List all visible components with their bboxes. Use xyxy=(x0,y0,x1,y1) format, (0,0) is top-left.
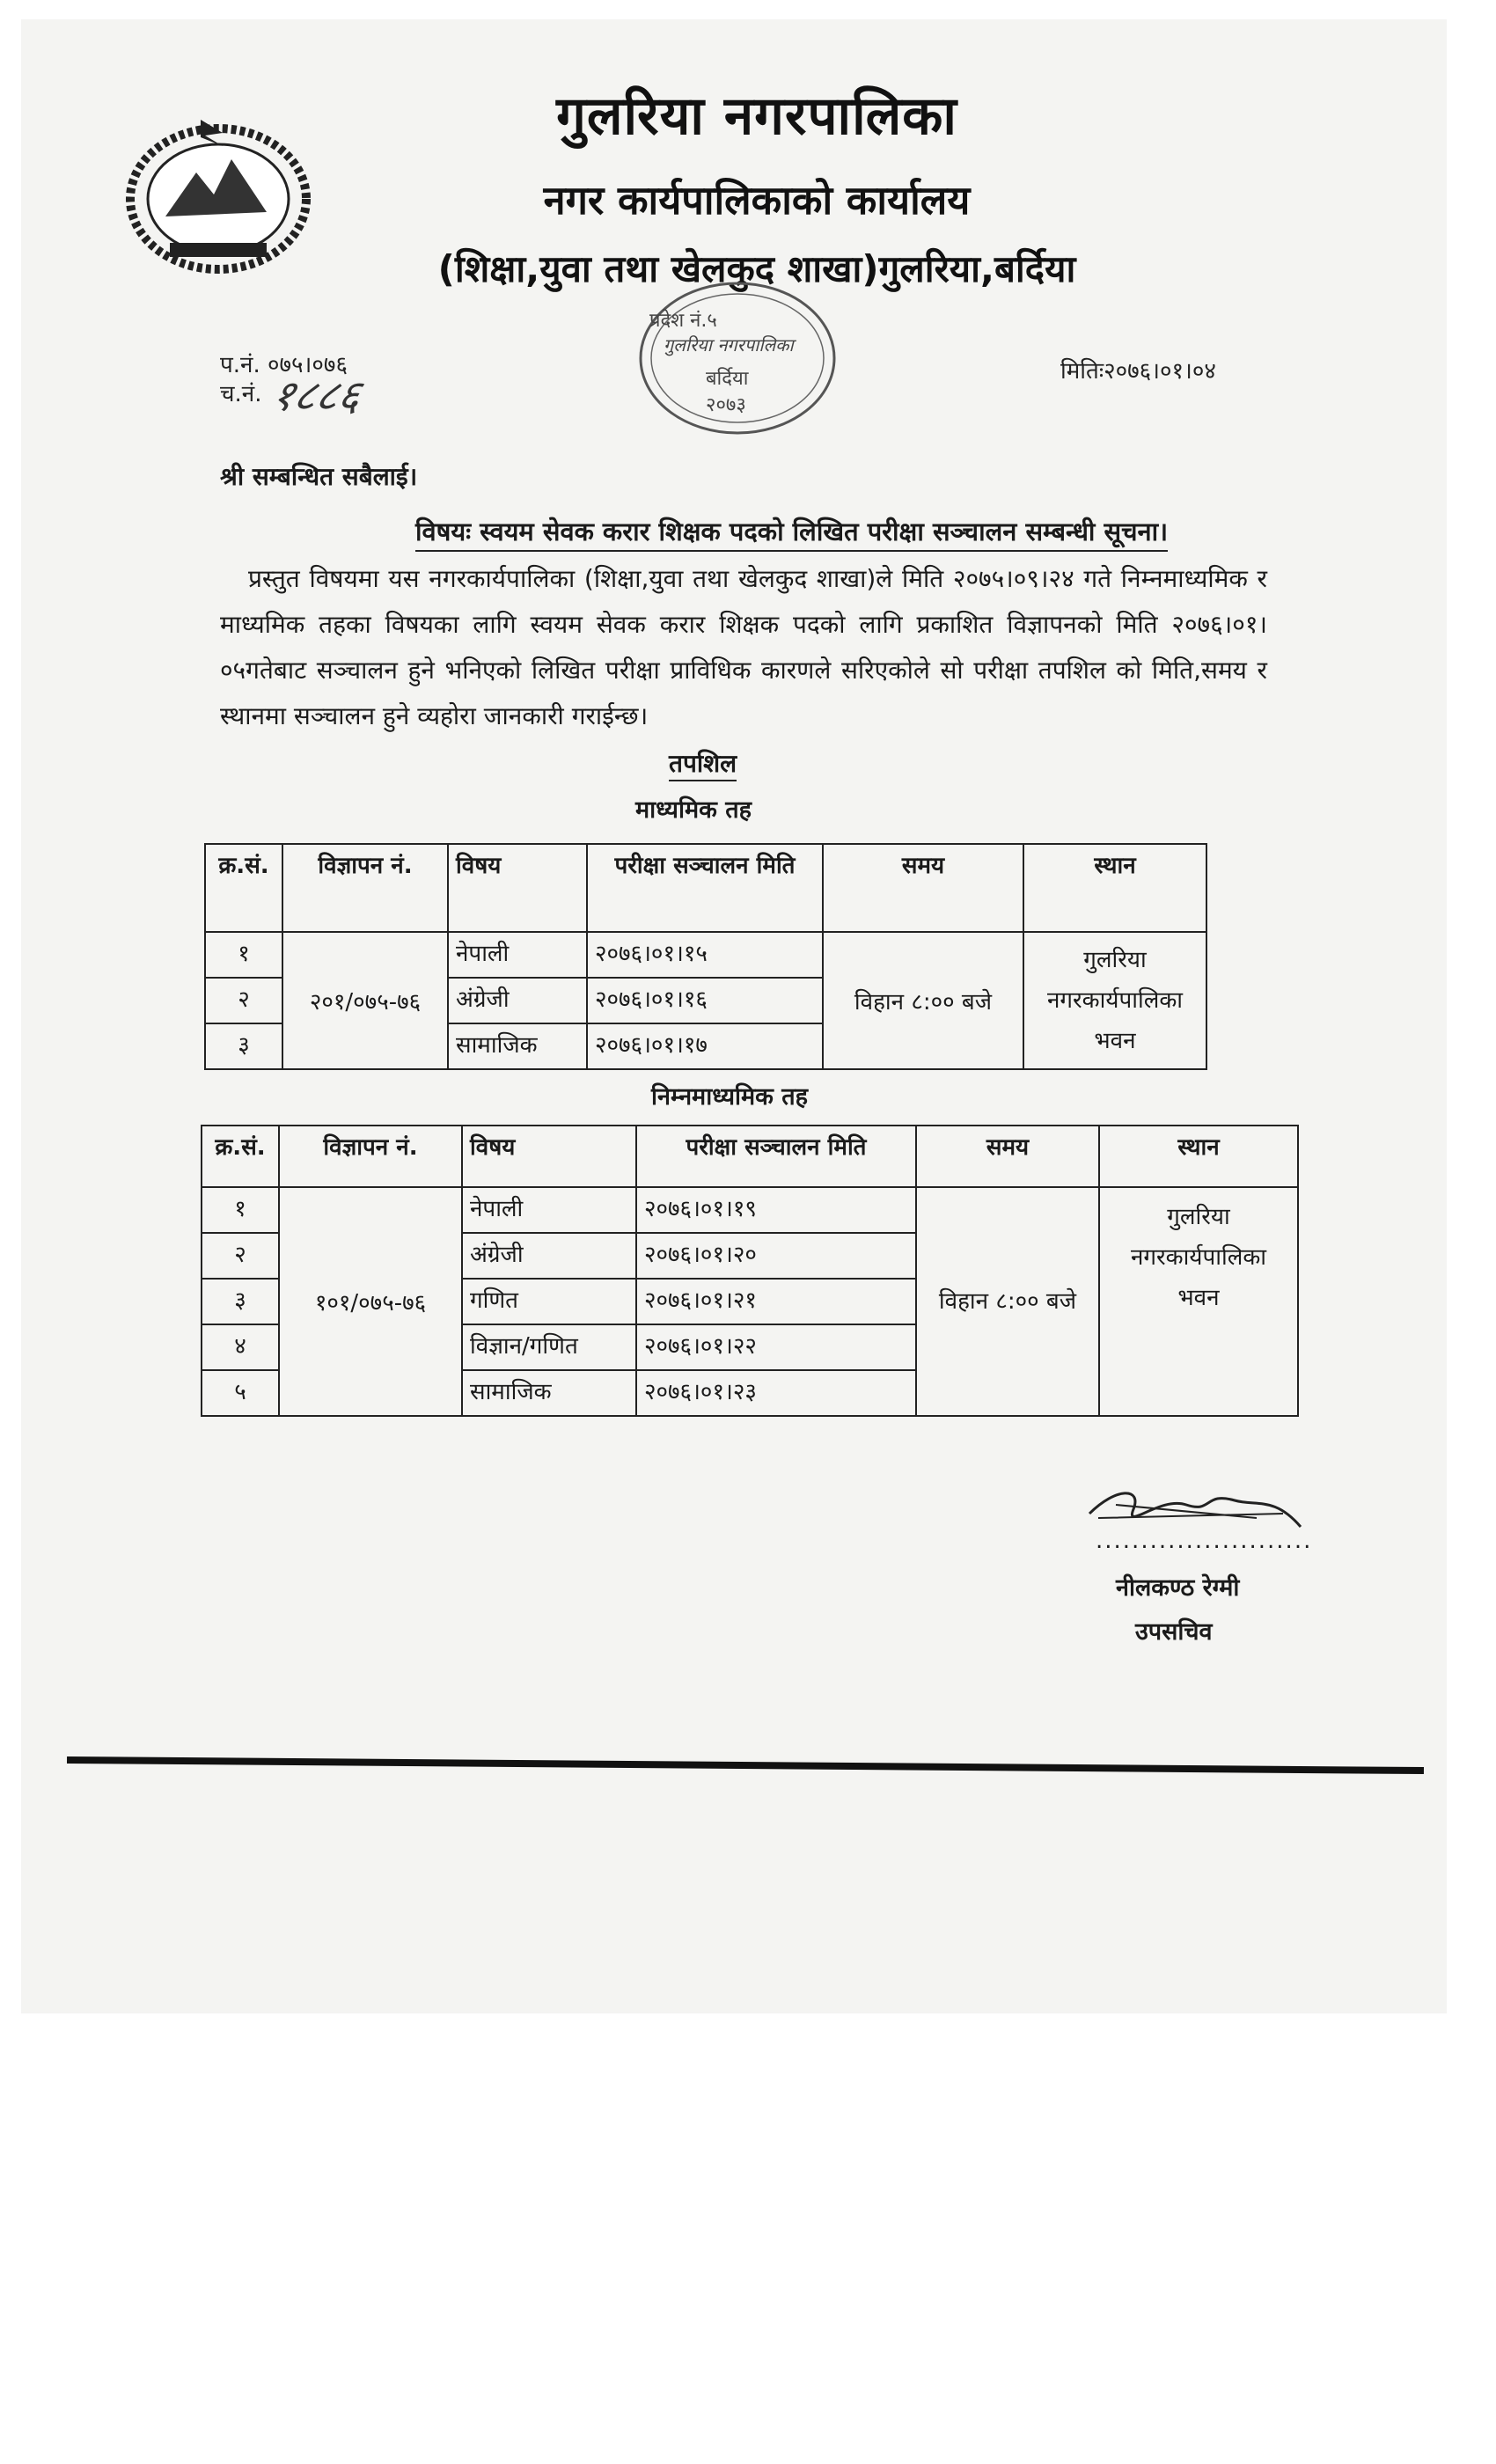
cell-subject: अंग्रेजी xyxy=(448,978,587,1023)
secondary-level-caption: माध्यमिक तह xyxy=(635,796,752,824)
cell-adv-no: २०१/०७५-७६ xyxy=(282,932,448,1069)
cell-sn: ४ xyxy=(202,1324,279,1370)
nepal-emblem-icon xyxy=(121,111,315,278)
cell-date: २०७६।०१।२३ xyxy=(636,1370,916,1416)
municipality-title: गुलरिया नगरपालिका xyxy=(556,85,957,147)
cell-sn: ३ xyxy=(205,1023,282,1069)
table-row xyxy=(202,1187,1298,1233)
stamp-line1: प्रदेश नं.५ xyxy=(649,310,717,332)
cell-subject: नेपाली xyxy=(448,932,587,978)
cell-date: २०७६।०१।२० xyxy=(636,1233,916,1279)
letter-date: मितिः२०७६।०१।०४ xyxy=(1060,358,1216,385)
office-title: नगर कार्यपालिकाको कार्यालय xyxy=(543,177,971,224)
lower-secondary-level-caption: निम्नमाध्यमिक तह xyxy=(651,1083,809,1111)
cell-sn: ५ xyxy=(202,1370,279,1416)
col-adv-no: विज्ञापन नं. xyxy=(282,844,448,932)
cell-subject: सामाजिक xyxy=(448,1023,587,1069)
cell-sn: २ xyxy=(205,978,282,1023)
signature-line: ........................ xyxy=(1096,1528,1313,1554)
cell-subject: गणित xyxy=(462,1279,636,1324)
col-subject: विषय xyxy=(462,1126,636,1187)
cell-date: २०७६।०१।१५ xyxy=(587,932,823,978)
stamp-line2: गुलरिया नगरपालिका xyxy=(664,334,794,356)
cell-sn: २ xyxy=(202,1233,279,1279)
cell-time: विहान ८:०० बजे xyxy=(916,1187,1099,1416)
dispatch-number-label: च.नं. xyxy=(220,381,262,407)
col-place: स्थान xyxy=(1099,1126,1298,1187)
lower-secondary-exam-table xyxy=(201,1125,1299,1417)
cell-adv-no: १०१/०७५-७६ xyxy=(279,1187,462,1416)
dispatch-number-handwritten: १८८६ xyxy=(267,371,366,421)
cell-date: २०७६।०१।२१ xyxy=(636,1279,916,1324)
section-title: (शिक्षा,युवा तथा खेलकुद शाखा)गुलरिया,बर्दिया xyxy=(437,247,1076,290)
signatory-role: उपसचिव xyxy=(1135,1618,1213,1646)
col-subject: विषय xyxy=(448,844,587,932)
cell-date: २०७६।०१।२२ xyxy=(636,1324,916,1370)
cell-place: गुलरिया नगरकार्यपालिका भवन xyxy=(1099,1187,1298,1416)
col-time: समय xyxy=(823,844,1023,932)
cell-subject: अंग्रेजी xyxy=(462,1233,636,1279)
col-adv-no: विज्ञापन नं. xyxy=(279,1126,462,1187)
cell-date: २०७६।०१।१९ xyxy=(636,1187,916,1233)
office-stamp xyxy=(632,275,843,442)
cell-place: गुलरिया नगरकार्यपालिका भवन xyxy=(1023,932,1206,1069)
col-sn: क्र.सं. xyxy=(205,844,282,932)
col-exam-date: परीक्षा सञ्चालन मिति xyxy=(636,1126,916,1187)
cell-date: २०७६।०१।१६ xyxy=(587,978,823,1023)
col-place: स्थान xyxy=(1023,844,1206,932)
cell-time: विहान ८:०० बजे xyxy=(823,932,1023,1069)
stamp-line3: बर्दिया xyxy=(706,368,749,390)
stamp-line4: २०७३ xyxy=(706,394,746,416)
col-time: समय xyxy=(916,1126,1099,1187)
secondary-exam-table xyxy=(204,843,1207,1070)
cell-sn: १ xyxy=(205,932,282,978)
col-sn: क्र.सं. xyxy=(202,1126,279,1187)
subject-line: विषयः स्वयम सेवक करार शिक्षक पदको लिखित परीक्षा सञ्चालन सम्बन्धी सूचना। xyxy=(415,514,1168,552)
body-paragraph: प्रस्तुत विषयमा यस नगरकार्यपालिका (शिक्षा,युवा तथा खेलकुद शाखा)ले मिति २०७५।०९।२४ गते निम्नमाध्यमिक र माध्यमिक तहका विषयका लागि स्वयम सेवक करार शिक्षक पदको लागि प्रकाशित विज्ञापनको मिति २०७६।०१।०५गतेबाट सञ्चालन हुने भनिएको लिखित परीक्षा प्राविधिक कारणले सरिएकोले सो परीक्षा तपशिल को मिति,समय र स्थानमा सञ्चालन हुने व्यहोरा जानकारी गराईन्छ। xyxy=(220,564,1267,730)
cell-subject: सामाजिक xyxy=(462,1370,636,1416)
cell-subject: नेपाली xyxy=(462,1187,636,1233)
cell-sn: ३ xyxy=(202,1279,279,1324)
cell-sn: १ xyxy=(202,1187,279,1233)
cell-subject: विज्ञान/गणित xyxy=(462,1324,636,1370)
salutation: श्री सम्बन्धित सबैलाई। xyxy=(220,462,418,491)
letter-number: प.नं. ०७५।०७६ xyxy=(220,352,348,378)
cell-date: २०७६।०१।१७ xyxy=(587,1023,823,1069)
table-row xyxy=(205,932,1206,978)
signatory-name: नीलकण्ठ रेग्मी xyxy=(1116,1574,1240,1602)
col-exam-date: परीक्षा सञ्चालन मिति xyxy=(587,844,823,932)
schedule-heading: तपशिल xyxy=(669,746,737,781)
